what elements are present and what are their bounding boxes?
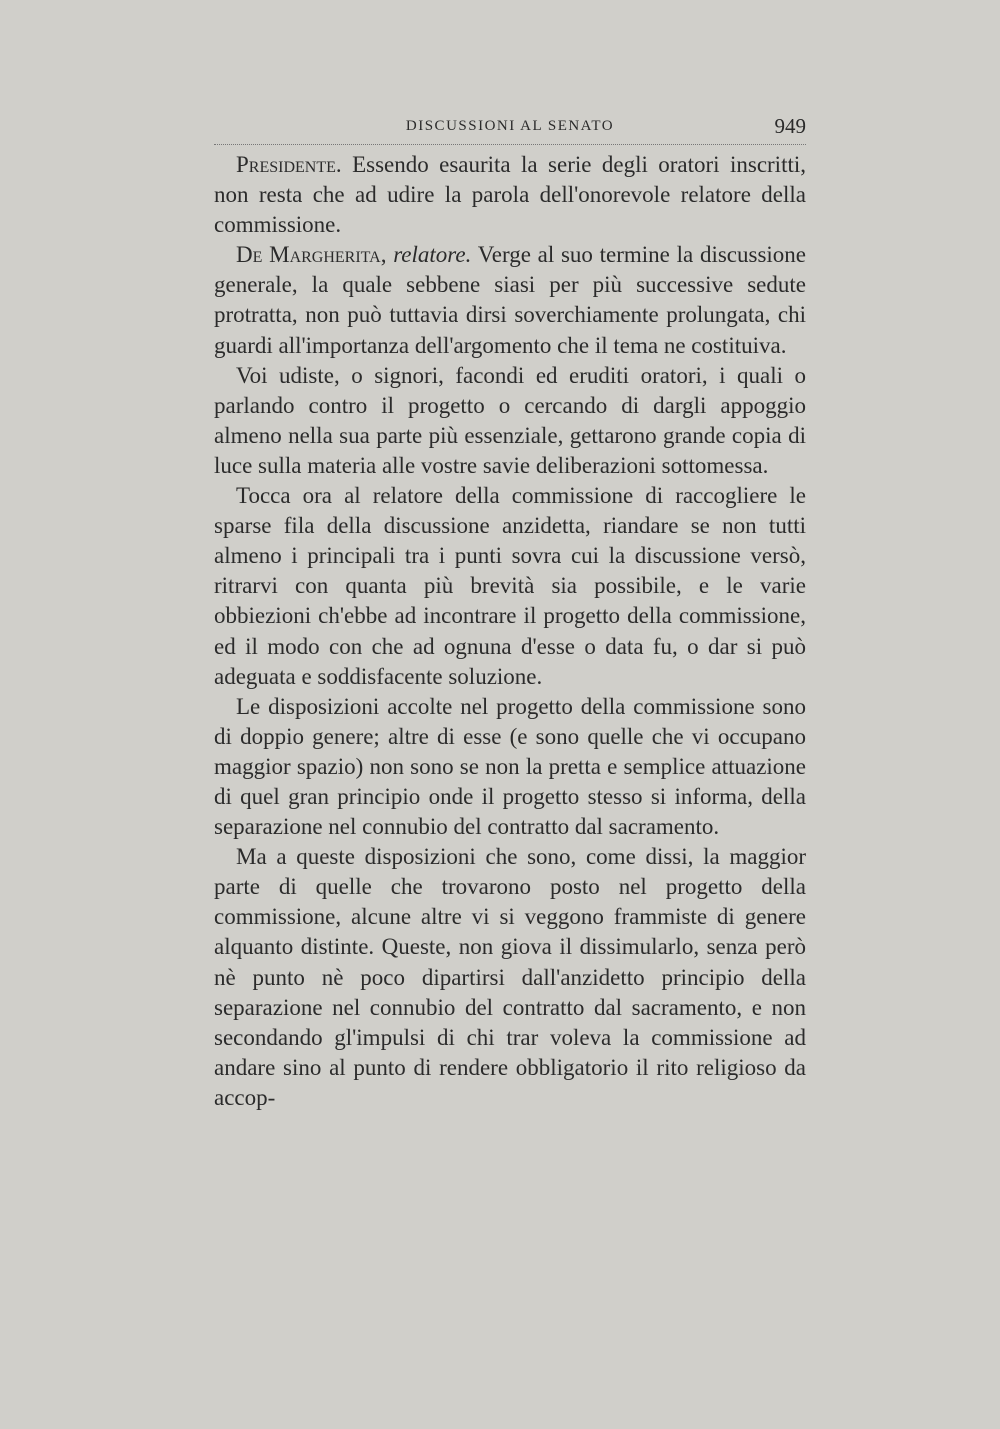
page-header xyxy=(214,114,806,145)
paragraph-presidente xyxy=(214,150,806,240)
speaker-name: De Margherita, xyxy=(236,242,387,268)
paragraph-text: Ma a queste disposizioni che sono, come dissi, la maggior parte di quelle che trovarono posto nel progetto della commissione, alcune altre vi si veggono frammiste di genere alquanto distinte. Queste, non giova il dissimularlo, senza però nè punto nè poco dipartirsi dall'anzidetto principio della separazione nel connubio del contratto dal sacramento, e non secondando gl'impulsi di chi trar voleva la commissione ad andare sino al punto di rendere obbligatorio il rito religioso da accop- xyxy=(214,844,806,1110)
paragraph xyxy=(214,842,806,1113)
paragraph-text: Essendo esaurita la serie degli oratori inscritti, non resta che ad udire la parola dell'onorevole relatore della commissione. xyxy=(214,152,806,238)
paragraph-text: Tocca ora al relatore della commissione di raccogliere le sparse fila della discussione anzidetta, riandare se non tutti almeno i principali tra i punti sovra cui la discussione versò, ritrarvi con quanta più brevità sia possibile, e le varie obbiezioni ch'ebbe ad incontrare il progetto della commissione, ed il modo con che ad ognuna d'esse o data fu, o dar si può adeguata e soddisfacente soluzione. xyxy=(214,483,806,689)
paragraph-relatore xyxy=(214,240,806,360)
paragraph xyxy=(214,692,806,842)
paragraph-text: Le disposizioni accolte nel progetto della commissione sono di doppio genere; altre di esse (e sono quelle che vi occupano maggior spazio) non sono se non la pretta e semplice attuazione di quel gran principio onde il progetto stesso si informa, della separazione nel connubio del contratto dal sacramento. xyxy=(214,693,806,840)
paragraph-text: Verge al suo termine la discussione generale, la quale sebbene siasi per più successive sedute protratta, non può tuttavia dirsi soverchiamente prolungata, chi guardi all'importanza dell'argomento che il tema ne costituiva. xyxy=(214,242,806,358)
paragraph-text: Voi udiste, o signori, facondi ed eruditi oratori, i quali o parlando contro il progetto o cercando di dargli appoggio almeno nella sua parte più essenziale, gettarono grande copia di luce sulla materia alle vostre savie deliberazioni sottomessa. xyxy=(214,362,806,478)
running-title: DISCUSSIONI AL SENATO xyxy=(405,118,615,134)
page-number: 949 xyxy=(774,114,806,138)
speaker-name: Presidente. xyxy=(236,152,342,177)
body-text xyxy=(214,150,806,1113)
paragraph xyxy=(214,361,806,481)
speaker-role: relatore. xyxy=(393,242,472,268)
paragraph xyxy=(214,481,806,692)
